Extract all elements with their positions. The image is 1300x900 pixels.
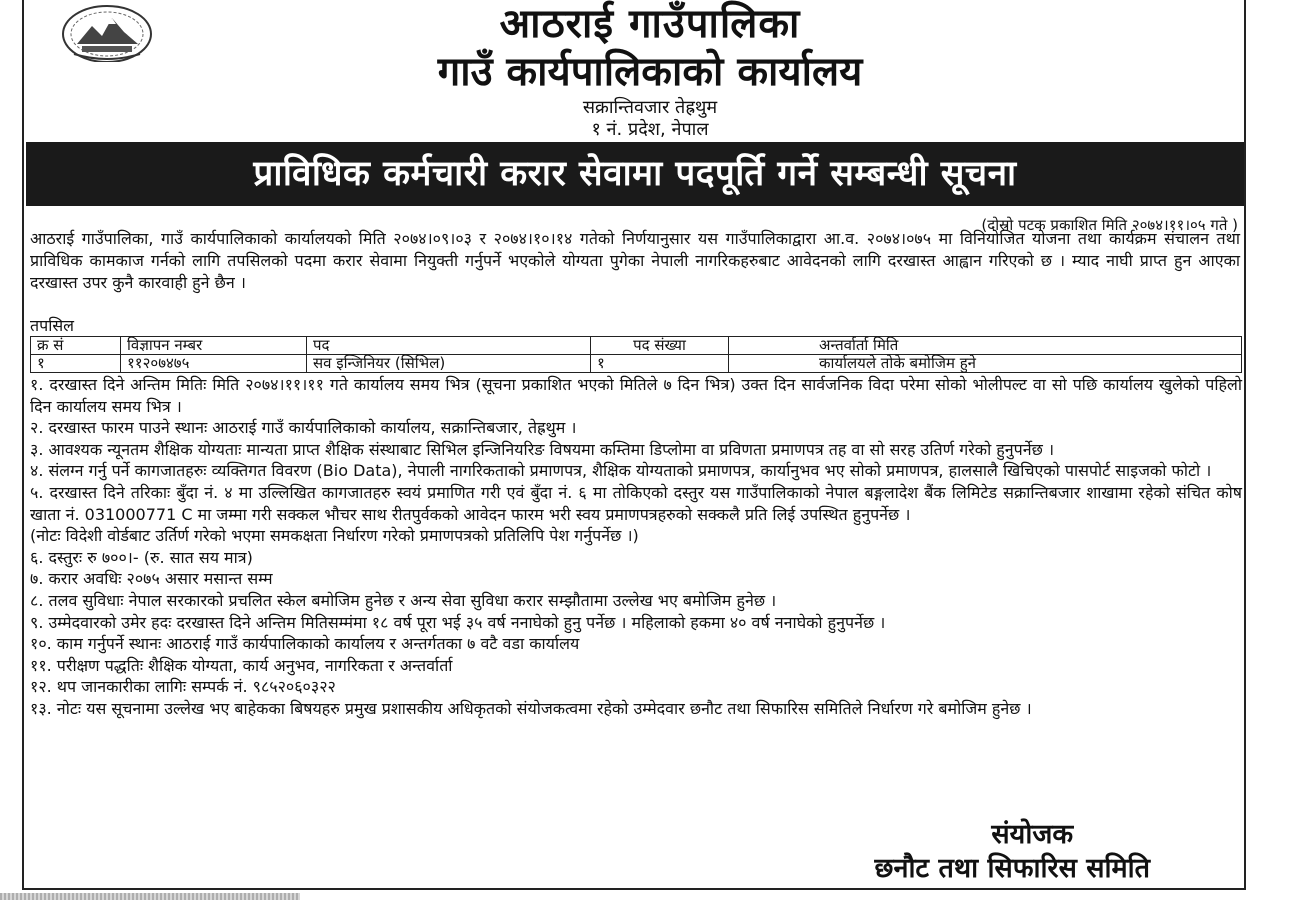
condition-item: ९. उम्मेदवारको उमेर हदः दरखास्त दिने अन्तिम मितिसम्मंमा १८ वर्ष पूरा भई ३५ वर्ष ननाघेको हुनु पर्नेछ । महिलाको हकमा ४० वर्ष ननाघेको हुनुपर्नेछ ।	[30, 612, 886, 632]
address-line-1: सक्रान्तिवजार तेह्रथुम	[582, 97, 718, 118]
col-header-interview-date: अन्तर्वार्ता मिति	[729, 337, 1242, 355]
vacancy-table	[30, 336, 1242, 373]
cell-post-count: १	[591, 355, 729, 373]
org-name: आठराई गाउँपालिका	[499, 1, 801, 47]
col-header-post-count: पद संख्या	[591, 337, 729, 355]
scan-artifact	[0, 893, 300, 900]
table-header-row	[31, 337, 1242, 355]
notice-title: प्राविधिक कर्मचारी करार सेवामा पदपूर्ति गर्ने सम्बन्धी सूचना	[26, 142, 1244, 206]
condition-note: (नोटः विदेशी वोर्डबाट उर्तिर्ण गरेको भएमा समकक्षता निर्धारण गरेको प्रमाणपत्रको प्रतिलिपि पेश गर्नुपर्नेछ ।)	[30, 526, 639, 546]
publication-note: (दोस्रो पटक प्रकाशित मिति २०७४।११।०५ गते )	[981, 216, 1238, 234]
table-row	[31, 355, 1242, 373]
cell-serial: १	[31, 355, 121, 373]
col-header-serial: क्र सं	[31, 337, 121, 355]
cell-post: सव इन्जिनियर (सिभिल)	[307, 355, 591, 373]
condition-item: ३. आवश्यक न्यूनतम शैक्षिक योग्यताः मान्यता प्राप्त शैक्षिक संस्थाबाट सिभिल इन्जिनियरिङ विषयमा कम्तिमा डिप्लोमा वा प्रविणता प्रमाणपत्र तह वा सो सरह उतिर्ण गरेको हुनुपर्नेछ ।	[30, 439, 1055, 459]
condition-item: ११. परीक्षण पद्धतिः शैक्षिक योग्यता, कार्य अनुभव, नागरिकता र अन्तर्वार्ता	[30, 655, 453, 675]
address-line-2: १ नं. प्रदेश, नेपाल	[591, 119, 709, 140]
signatory-role: संयोजक	[991, 819, 1074, 850]
cell-ad-number: ११२०७४७५	[121, 355, 307, 373]
condition-item: १०. काम गर्नुपर्ने स्थानः आठराई गाउँ कार्यपालिकाको कार्यालय र अन्तर्गतका ७ वटै वडा कार्यालय	[30, 634, 580, 654]
col-header-ad-number: विज्ञापन नम्बर	[121, 337, 307, 355]
condition-item: ७. करार अवधिः २०७५ असार मसान्त सम्म	[30, 569, 273, 589]
conditions-list	[30, 374, 1242, 720]
tapasil-label: तपसिल	[30, 316, 75, 335]
cell-interview-date: कार्यालयले तोके बमोजिम हुने	[729, 355, 1242, 373]
col-header-post: पद	[307, 337, 591, 355]
condition-item: ४. संलग्न गर्नु पर्ने कागजातहरुः व्यक्तिगत विवरण (Bio Data), नेपाली नागरिकताको प्रमाणपत्र, शैक्षिक योग्यताको प्रमाणपत्र, कार्यानुभव भए सोको प्रमाणपत्र, हालसालै खिचिएको पासपोर्ट साइजको फोटो ।	[30, 461, 1212, 481]
condition-item: ८. तलव सुविधाः नेपाल सरकारको प्रचलित स्केल बमोजिम हुनेछ र अन्य सेवा सुविधा करार सम्झौतामा उल्लेख भए बमोजिम हुनेछ ।	[30, 590, 777, 610]
office-name: गाउँ कार्यपालिकाको कार्यालय	[437, 49, 863, 95]
condition-item: १२. थप जानकारीका लागिः सम्पर्क नं. ९८५२०६०३२२	[30, 677, 336, 697]
condition-item: १. दरखास्त दिने अन्तिम मितिः मिति २०७४।११।११ गते कार्यालय समय भित्र (सूचना प्रकाशित भएको मितिले ७ दिन भित्र) उक्त दिन सार्वजनिक विदा परेमा सोको भोलीपल्ट वा सो पछि कार्यालय खुलेको पहिलो दिन कार्यालय समय भित्र ।	[30, 375, 1242, 416]
committee-name: छनौट तथा सिफारिस समिति	[874, 853, 1150, 884]
condition-item: १३. नोटः यस सूचनामा उल्लेख भए बाहेकका बिषयहरु प्रमुख प्रशासकीय अधिकृतको संयोजकत्वमा रहेको उम्मेदवार छनौट तथा सिफारिस समितिले निर्धारण गरे बमोजिम हुनेछ ।	[30, 698, 1032, 718]
condition-item: ६. दस्तुरः रु ७००।- (रु. सात सय मात्र)	[30, 547, 253, 567]
condition-item: २. दरखास्त फारम पाउने स्थानः आठराई गाउँ कार्यपालिकाको कार्यालय, सक्रान्तिबजार, तेह्रथुम ।	[30, 418, 577, 438]
signature-block	[875, 818, 1150, 886]
condition-item: ५. दरखास्त दिने तरिकाः बुँदा नं. ४ मा उल्लिखित कागजातहरु स्वयं प्रमाणित गरी एवं बुँदा नं. ६ मा तोकिएको दस्तुर यस गाउँपालिकाको नेपाल बङ्गलादेश बैंक लिमिटेड सक्रान्तिबजार शाखामा रहेको संचित कोष खाता नं. 031000771 C मा जम्मा गरी सक्कल भौचर साथ रीतपुर्वकको आवेदन फारम भरी स्वय प्रमाणपत्रहरुको सक्कलै प्रति लिई उपस्थित हुनुपर्नेछ ।	[30, 482, 1242, 524]
intro-paragraph: आठराई गाउँपालिका, गाउँ कार्यपालिकाको कार्यालयको मिति २०७४।०९।०३ र २०७४।१०।१४ गतेको निर्णयानुसार यस गाउँपालिकाद्वारा आ.व. २०७४।०७५ मा विनियोजित योजना तथा कार्यक्रम संचालन तथा प्राविधिक कामकाज गर्नको लागि तपसिलको पदमा करार सेवामा नियुक्ती गर्नुपर्ने भएकोले योग्यता पुगेका नेपाली नागरिकहरुबाट आवेदनको लागि दरखास्त आह्वान गरिएको छ । म्याद नाघी प्राप्त हुन आएका दरखास्त उपर कुनै कारवाही हुने छैन ।	[30, 229, 1240, 292]
